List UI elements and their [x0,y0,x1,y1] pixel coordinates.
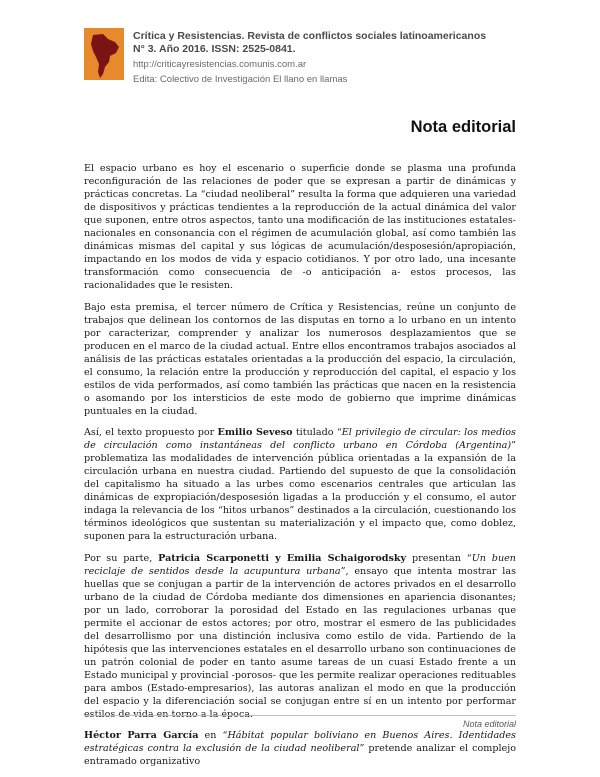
work-title-seveso: El privilegio de circular: los medios de circulación como instantáneas del conflicto urbano en Córdoba (Argentina) [84,427,516,451]
p3-rest: ” problematiza las modalidades de intervención pública orientadas a la expansión de la circulación urbana en nuestra ciudad. Partiendo del supuesto de que la consolidación del capitalismo ha situado a las urbes como escenarios centrales que articulan las dinámicas de expropiación/desposesión ligadas a la producción y el consumo, el autor indaga la relevancia de los “hitos urbanos” destinados a la circulación, cuestionando los términos ideológicos que sustentan su materialización y el impacto que, como doblez, suponen para la estructuración urbana. [84,440,516,542]
paragraph-3 [84,426,516,543]
p4-mid: presentan “ [406,552,472,564]
paragraph-1: El espacio urbano es hoy el escenario o superficie donde se plasma una profunda reconfiguración de las relaciones de poder que se expresan a partir de dinámicas y prácticas concretas. La “ciudad neoliberal” resulta la forma que adquieren una variedad de dispositivos y prácticas tendientes a la reproducción de la actual dinámica del valor que suponen, entre otros aspectos, tanto una modificación de las instituciones estatales-nacionales en consonancia con el régimen de acumulación global, así como también las dinámicas mismas del capital y sus lógicas de acumulación/desposesión/apropiación, impactando en los modos de vida y espacio cotidianos. Y por otro lado, una incesante transformación como consecuencia de -o anticipación a- estos procesos, las racionalidades que le resisten. [84,163,516,291]
journal-title: Crítica y Resistencias. Revista de conflictos sociales latinoamericanos [133,30,487,42]
paragraph-2: Bajo esta premisa, el tercer número de Crítica y Resistencias, reúne un conjunto de trabajos que delinean los contornos de las disputas en torno a lo urbano en un intento por caracterizar, comprender y analizar los numerosos desplazamientos que se producen en el marco de la ciudad actual. Entre ellos encontramos trabajos asociados al análisis de las prácticas estatales orientadas a la producción del espacio, la circulación, el consumo, la relación entre la producción y reproducción del capital, el espacio y los estilos de vida performados, así como también las prácticas que nacen en la resistencia o asomando por los intersticios de este modo de gobierno que imprime dinámicas puntuales en la ciudad. [84,301,516,417]
work-title-scarponetti: Un buen reciclaje de sentidos desde la acupuntura urbana [84,552,516,577]
article-body [84,162,516,777]
authors-scarponetti-schaigorodsky: Patricia Scarponetti y Emilia Schaigorodsky [158,552,407,564]
paragraph-5 [84,729,516,768]
footer-divider [84,715,516,716]
work-title-parra-garcia: Hábitat popular boliviano en Buenos Aires. Identidades estratégicas contra la exclusión de la ciudad neoliberal [84,730,516,754]
journal-url[interactable]: http://criticayresistencias.comunis.com.ar [133,59,307,70]
page-title: Nota editorial [410,118,516,136]
p3-mid: titulado “ [292,427,342,438]
p5-rest: ” pretende analizar el complejo entramado organizativo [84,743,516,767]
paragraph-4 [84,552,516,721]
p4-lead: Por su parte, [84,552,159,564]
journal-editor: Edita: Colectivo de Investigación El llano en llamas [133,74,348,85]
p4-rest: ”, ensayo que intenta mostrar las huellas que se conjugan a partir de la intervención de actores privados en el desarrollo urbano de la ciudad de Córdoba mediante dos dimensiones en apariencia disonantes; por un lado, corroborar la porosidad del Estado en las regulaciones urbanas que permite el accionar de estos actores; por otro, mostrar el esmero de las publicidades del desarrollismo por una distinción inclusiva como estilo de vida. Partiendo de la hipótesis que las intervenciones estatales en el desarrollo urbano son continuaciones de un patrón colonial de poder en tanto asume tareas de un cuasi Estado frente a un Estado municipal y provincial -porosos- que les permite realizar operaciones redituables para ambos (Estado-empresarios), las autoras analizan el modo en que la producción del espacio y la diferenciación social se conjugan entre sí en un intento por performar estilos de vida en torno a la época. [84,565,516,720]
running-footer: Nota editorial [462,719,516,729]
p3-lead: Así, el texto propuesto por [84,427,218,438]
journal-issue: N° 3. Año 2016. ISSN: 2525-0841. [133,43,296,55]
author-parra-garcia: Héctor Parra García [84,730,199,741]
journal-logo [84,28,124,80]
p5-mid: en “ [198,730,228,741]
author-seveso: Emilio Seveso [217,427,293,438]
journal-header [133,30,553,86]
